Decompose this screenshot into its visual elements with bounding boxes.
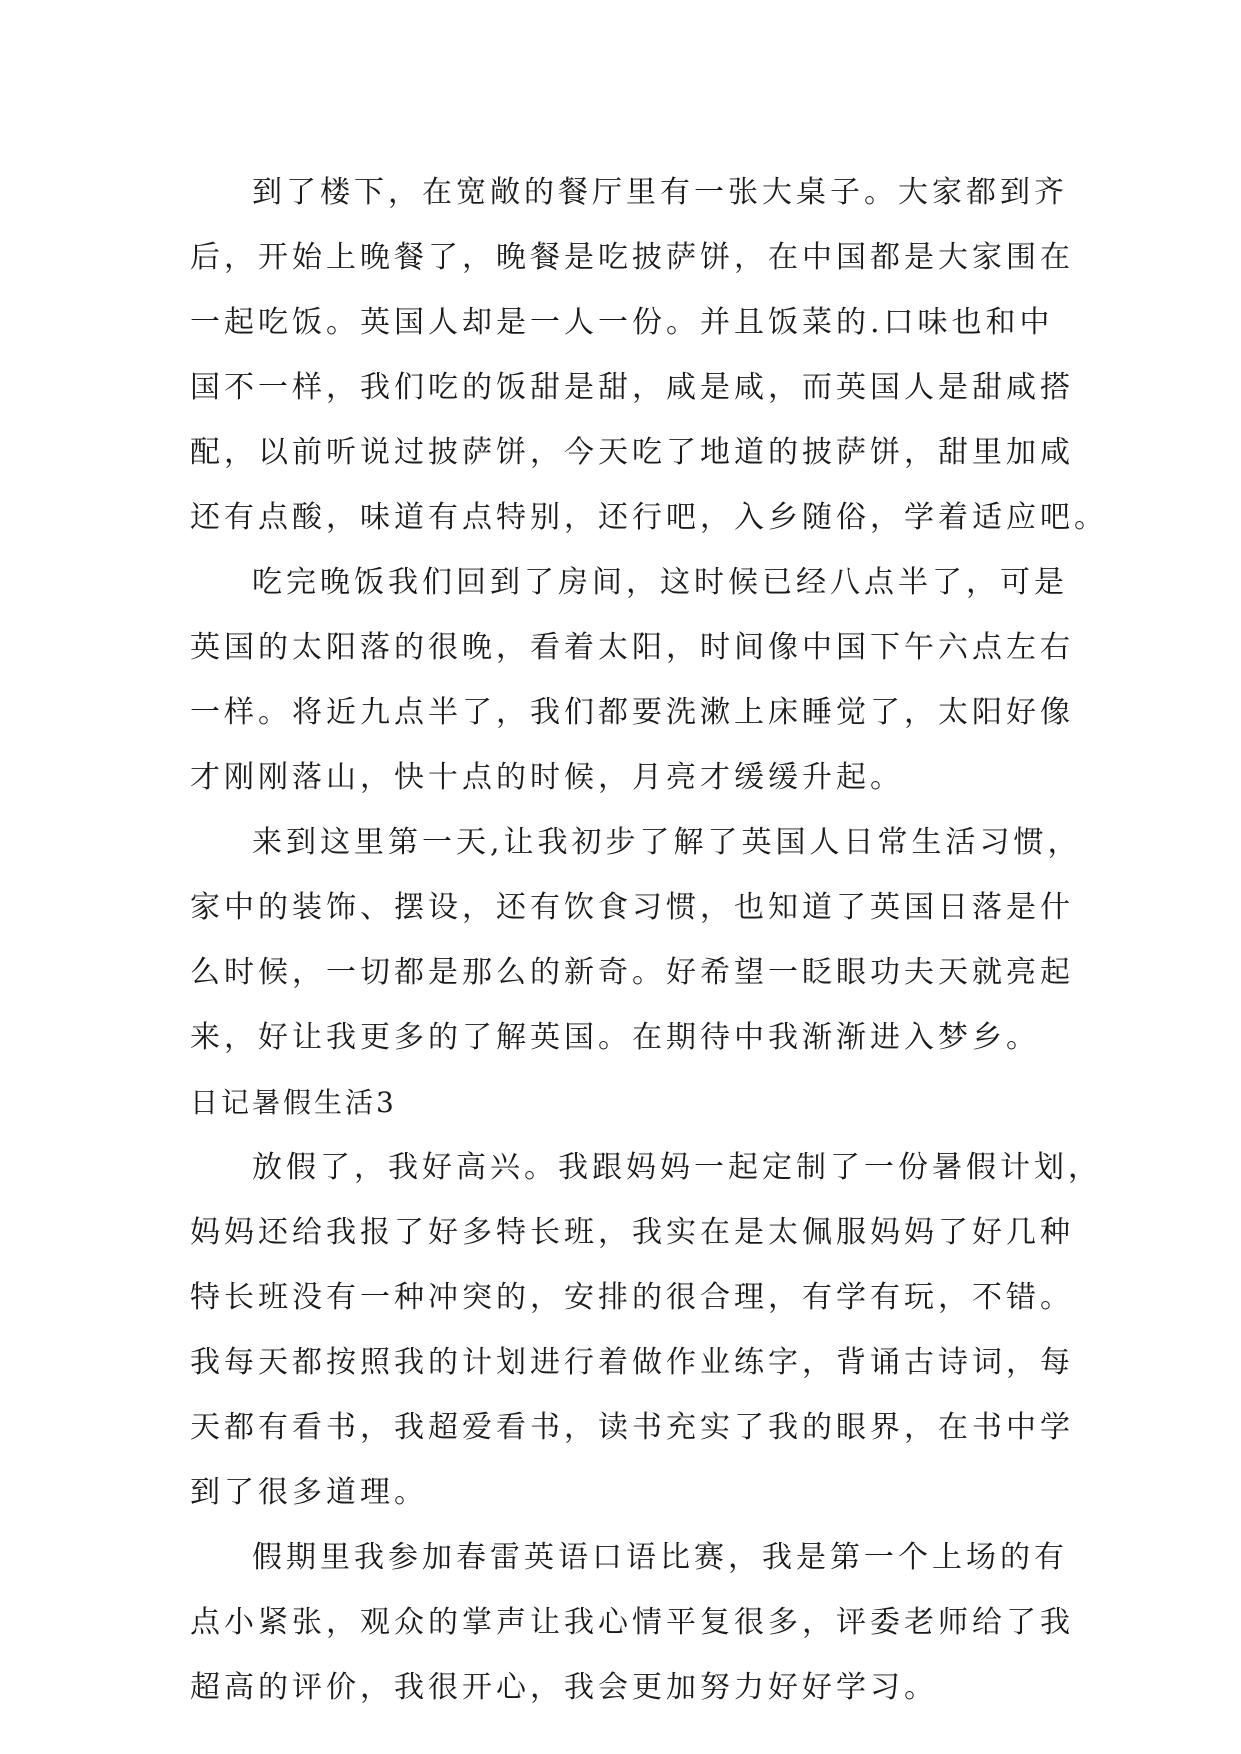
text-line: 么时候，一切都是那么的新奇。好希望一眨眼功夫天就亮起 [190, 955, 1074, 990]
text-line: 英国的太阳落的很晚，看着太阳，时间像中国下午六点左右 [190, 630, 1074, 665]
text-line: 国不一样，我们吃的饭甜是甜，咸是咸，而英国人是甜咸搭 [190, 370, 1074, 405]
text-line: 假期里我参加春雷英语口语比赛，我是第一个上场的有 [252, 1540, 1068, 1575]
text-line: 到了楼下，在宽敞的餐厅里有一张大桌子。大家都到齐 [252, 175, 1068, 210]
text-line: 特长班没有一种冲突的，安排的很合理，有学有玩，不错。 [190, 1280, 1074, 1315]
text-line: 天都有看书，我超爱看书，读书充实了我的眼界，在书中学 [190, 1410, 1074, 1445]
text-line: 来，好让我更多的了解英国。在期待中我渐渐进入梦乡。 [190, 1020, 1040, 1055]
text-line: 家中的装饰、摆设，还有饮食习惯，也知道了英国日落是什 [190, 890, 1074, 925]
text-line: 才刚刚落山，快十点的时候，月亮才缓缓升起。 [190, 760, 904, 795]
text-line: 一样。将近九点半了，我们都要洗漱上床睡觉了，太阳好像 [190, 695, 1074, 730]
section-heading: 日记暑假生活3 [190, 1086, 397, 1119]
text-line: 一起吃饭。英国人却是一人一份。并且饭菜的.口味也和中 [190, 305, 1054, 340]
document-body [190, 160, 1108, 1720]
text-line: 点小紧张，观众的掌声让我心情平复很多，评委老师给了我 [190, 1605, 1074, 1640]
text-line: 到了很多道理。 [190, 1475, 428, 1510]
text-line: 吃完晚饭我们回到了房间，这时候已经八点半了，可是 [252, 565, 1068, 600]
text-line: 超高的评价，我很开心，我会更加努力好好学习。 [190, 1670, 938, 1705]
text-line: 来到这里第一天,让我初步了解了英国人日常生活习惯， [252, 825, 1082, 860]
text-line: 还有点酸，味道有点特别，还行吧，入乡随俗，学着适应吧。 [190, 500, 1108, 535]
text-line: 配，以前听说过披萨饼，今天吃了地道的披萨饼，甜里加咸 [190, 435, 1074, 470]
text-line: 放假了，我好高兴。我跟妈妈一起定制了一份暑假计划， [252, 1150, 1102, 1185]
text-line: 妈妈还给我报了好多特长班，我实在是太佩服妈妈了好几种 [190, 1215, 1074, 1250]
text-line: 后，开始上晚餐了，晚餐是吃披萨饼，在中国都是大家围在 [190, 240, 1074, 275]
text-line: 我每天都按照我的计划进行着做作业练字，背诵古诗词，每 [190, 1345, 1074, 1380]
